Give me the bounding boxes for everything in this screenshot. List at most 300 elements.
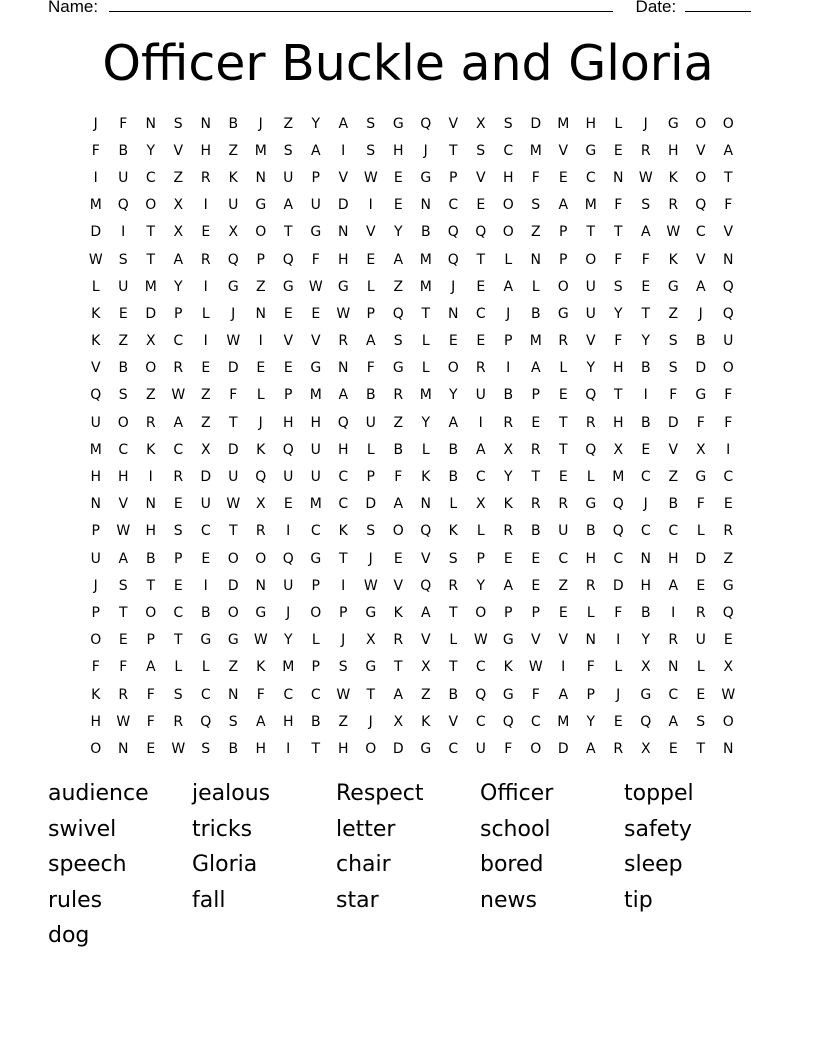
- grid-letter: M: [529, 142, 542, 159]
- grid-letter: W: [226, 496, 241, 513]
- grid-letter: Z: [255, 278, 266, 295]
- grid-letter: D: [557, 740, 569, 757]
- grid-letter: N: [255, 305, 266, 322]
- grid-letter: Z: [145, 387, 156, 404]
- grid-letter: R: [530, 496, 541, 513]
- grid-letter: A: [173, 414, 184, 431]
- grid-letter: A: [558, 686, 569, 703]
- grid-letter: C: [558, 550, 569, 567]
- grid-letter: R: [200, 169, 211, 186]
- grid-letter: Q: [612, 523, 624, 540]
- grid-letter: J: [258, 414, 263, 431]
- grid-letter: R: [530, 441, 541, 458]
- grid-letter: P: [586, 686, 595, 703]
- grid-letter: V: [695, 142, 706, 159]
- grid-letter: T: [283, 224, 293, 241]
- grid-letter: N: [255, 577, 266, 594]
- grid-letter: X: [613, 441, 624, 458]
- grid-letter: B: [145, 550, 156, 567]
- grid-letter: N: [145, 496, 156, 513]
- grid-letter: V: [173, 142, 184, 159]
- grid-letter: Q: [502, 713, 514, 730]
- grid-letter: E: [558, 469, 568, 486]
- grid-letter: U: [200, 496, 211, 513]
- grid-letter: E: [283, 360, 293, 377]
- grid-letter: J: [698, 305, 703, 322]
- grid-letter: U: [118, 278, 129, 295]
- word-bank-item: bored: [480, 852, 544, 877]
- grid-letter: S: [118, 577, 128, 594]
- grid-letter: H: [502, 169, 514, 186]
- word-bank-item: chair: [336, 852, 391, 877]
- grid-letter: I: [203, 577, 208, 594]
- grid-letter: K: [421, 469, 431, 486]
- grid-letter: Z: [283, 115, 294, 132]
- grid-letter: G: [310, 550, 322, 567]
- grid-letter: W: [88, 251, 103, 268]
- grid-letter: P: [449, 169, 458, 186]
- grid-letter: S: [173, 115, 183, 132]
- grid-letter: J: [643, 115, 648, 132]
- grid-letter: F: [229, 387, 238, 404]
- grid-letter: E: [448, 333, 458, 350]
- grid-letter: Z: [200, 387, 211, 404]
- grid-letter: H: [392, 142, 404, 159]
- grid-letter: Y: [173, 278, 183, 295]
- grid-letter: Z: [200, 414, 211, 431]
- grid-letter: O: [530, 740, 542, 757]
- grid-letter: R: [668, 632, 679, 649]
- grid-letter: P: [174, 305, 183, 322]
- grid-letter: Q: [255, 469, 267, 486]
- grid-letter: B: [448, 469, 459, 486]
- grid-letter: N: [448, 305, 459, 322]
- grid-letter: A: [393, 251, 404, 268]
- grid-letter: G: [502, 686, 514, 703]
- grid-letter: K: [228, 169, 238, 186]
- grid-row: [82, 518, 742, 545]
- grid-letter: G: [502, 632, 514, 649]
- grid-letter: A: [145, 659, 156, 676]
- grid-letter: H: [255, 740, 267, 757]
- grid-letter: U: [585, 305, 596, 322]
- grid-row: [82, 300, 742, 327]
- grid-letter: R: [503, 414, 514, 431]
- grid-letter: I: [671, 604, 676, 621]
- grid-letter: H: [200, 142, 212, 159]
- grid-letter: E: [146, 740, 156, 757]
- grid-letter: Z: [173, 169, 184, 186]
- grid-letter: E: [613, 142, 623, 159]
- grid-letter: Z: [668, 469, 679, 486]
- grid-letter: B: [640, 604, 651, 621]
- grid-letter: T: [723, 169, 733, 186]
- grid-letter: Z: [723, 550, 734, 567]
- grid-letter: X: [723, 659, 734, 676]
- grid-letter: H: [667, 142, 679, 159]
- grid-letter: O: [722, 360, 734, 377]
- grid-letter: P: [504, 333, 513, 350]
- grid-letter: X: [228, 224, 239, 241]
- grid-letter: H: [585, 550, 597, 567]
- grid-letter: N: [338, 224, 349, 241]
- grid-letter: T: [448, 142, 458, 159]
- grid-letter: G: [282, 278, 294, 295]
- grid-letter: Q: [722, 604, 734, 621]
- grid-letter: Q: [337, 414, 349, 431]
- grid-letter: T: [118, 604, 128, 621]
- grid-letter: V: [393, 577, 404, 594]
- grid-letter: K: [91, 305, 101, 322]
- grid-letter: D: [530, 115, 542, 132]
- grid-letter: I: [203, 278, 208, 295]
- grid-letter: U: [228, 197, 239, 214]
- grid-row: [82, 382, 742, 409]
- grid-letter: L: [476, 523, 485, 540]
- grid-letter: L: [531, 278, 540, 295]
- grid-letter: E: [531, 550, 541, 567]
- grid-letter: Y: [311, 115, 321, 132]
- grid-letter: R: [338, 333, 349, 350]
- word-bank-item: safety: [624, 816, 692, 842]
- grid-letter: Q: [475, 224, 487, 241]
- grid-letter: G: [695, 469, 707, 486]
- grid-letter: B: [530, 523, 541, 540]
- grid-letter: Q: [90, 387, 102, 404]
- grid-letter: J: [93, 577, 98, 594]
- grid-letter: O: [145, 604, 157, 621]
- grid-letter: L: [504, 251, 513, 268]
- grid-letter: L: [586, 604, 595, 621]
- grid-letter: P: [339, 604, 348, 621]
- grid-letter: C: [310, 523, 321, 540]
- grid-letter: J: [643, 496, 648, 513]
- grid-letter: W: [638, 169, 653, 186]
- grid-letter: A: [475, 441, 486, 458]
- grid-letter: R: [200, 251, 211, 268]
- grid-letter: V: [118, 496, 129, 513]
- date-line[interactable]: [685, 0, 751, 12]
- grid-letter: U: [723, 333, 734, 350]
- grid-letter: T: [448, 659, 458, 676]
- grid-letter: B: [228, 740, 239, 757]
- grid-letter: J: [423, 142, 428, 159]
- grid-letter: J: [258, 115, 263, 132]
- grid-letter: B: [503, 387, 514, 404]
- grid-letter: K: [503, 659, 513, 676]
- grid-letter: U: [228, 469, 239, 486]
- grid-letter: O: [447, 360, 459, 377]
- grid-letter: S: [448, 550, 458, 567]
- grid-letter: D: [612, 577, 624, 594]
- grid-letter: F: [256, 686, 265, 703]
- grid-row: [82, 164, 742, 191]
- grid-letter: D: [227, 577, 239, 594]
- grid-letter: G: [227, 632, 239, 649]
- grid-letter: X: [200, 441, 211, 458]
- grid-letter: C: [310, 686, 321, 703]
- grid-letter: T: [558, 441, 568, 458]
- grid-row: [82, 463, 742, 490]
- grid-letter: E: [393, 197, 403, 214]
- grid-row: [82, 654, 742, 681]
- grid-letter: X: [640, 659, 651, 676]
- grid-letter: O: [695, 115, 707, 132]
- grid-letter: E: [256, 360, 266, 377]
- grid-letter: G: [585, 496, 597, 513]
- grid-letter: O: [145, 360, 157, 377]
- grid-letter: Q: [722, 278, 734, 295]
- word-bank-item: toppel: [624, 781, 694, 806]
- grid-letter: Z: [420, 686, 431, 703]
- grid-letter: B: [365, 387, 376, 404]
- grid-letter: E: [393, 550, 403, 567]
- grid-letter: X: [173, 224, 184, 241]
- grid-letter: D: [365, 496, 377, 513]
- grid-letter: E: [531, 577, 541, 594]
- name-label: Name:: [48, 0, 99, 16]
- grid-letter: P: [311, 169, 320, 186]
- grid-letter: X: [695, 441, 706, 458]
- grid-letter: B: [393, 441, 404, 458]
- grid-letter: F: [531, 686, 540, 703]
- grid-letter: F: [311, 251, 320, 268]
- grid-letter: P: [531, 604, 540, 621]
- grid-letter: F: [146, 686, 155, 703]
- grid-letter: W: [116, 523, 131, 540]
- grid-letter: S: [668, 360, 678, 377]
- grid-letter: L: [586, 469, 595, 486]
- grid-letter: U: [310, 441, 321, 458]
- grid-letter: A: [448, 414, 459, 431]
- grid-letter: S: [173, 686, 183, 703]
- grid-letter: E: [558, 169, 568, 186]
- grid-letter: N: [90, 496, 101, 513]
- grid-letter: C: [173, 333, 184, 350]
- grid-letter: V: [310, 333, 321, 350]
- grid-letter: Z: [228, 142, 239, 159]
- grid-letter: I: [148, 469, 153, 486]
- grid-letter: X: [475, 115, 486, 132]
- grid-letter: K: [338, 523, 348, 540]
- grid-letter: Q: [585, 387, 597, 404]
- grid-letter: N: [228, 686, 239, 703]
- grid-letter: W: [363, 577, 378, 594]
- grid-letter: Y: [641, 632, 651, 649]
- grid-letter: J: [231, 305, 236, 322]
- grid-row: [82, 246, 742, 273]
- grid-letter: C: [200, 686, 211, 703]
- grid-letter: R: [393, 387, 404, 404]
- grid-letter: S: [476, 142, 486, 159]
- grid-letter: N: [145, 115, 156, 132]
- grid-letter: D: [90, 224, 102, 241]
- grid-letter: Q: [392, 305, 404, 322]
- grid-letter: I: [478, 414, 483, 431]
- grid-letter: G: [420, 169, 432, 186]
- grid-letter: Q: [282, 441, 294, 458]
- grid-letter: L: [696, 659, 705, 676]
- name-line[interactable]: [109, 0, 613, 12]
- grid-letter: Z: [118, 333, 129, 350]
- grid-letter: R: [145, 414, 156, 431]
- grid-letter: I: [286, 523, 291, 540]
- grid-letter: M: [254, 142, 267, 159]
- grid-row: [82, 735, 742, 762]
- grid-letter: G: [365, 659, 377, 676]
- grid-letter: B: [448, 441, 459, 458]
- grid-letter: V: [90, 360, 101, 377]
- grid-letter: A: [558, 197, 569, 214]
- grid-letter: Y: [476, 577, 486, 594]
- grid-letter: I: [643, 387, 648, 404]
- grid-letter: N: [338, 360, 349, 377]
- grid-letter: F: [586, 659, 595, 676]
- grid-letter: H: [337, 251, 349, 268]
- grid-letter: E: [311, 305, 321, 322]
- grid-letter: U: [90, 414, 101, 431]
- grid-letter: H: [282, 713, 294, 730]
- grid-letter: V: [448, 713, 459, 730]
- grid-letter: Q: [420, 577, 432, 594]
- grid-letter: O: [722, 115, 734, 132]
- grid-letter: O: [227, 604, 239, 621]
- grid-letter: H: [612, 414, 624, 431]
- grid-letter: A: [530, 360, 541, 377]
- grid-letter: V: [695, 251, 706, 268]
- grid-letter: H: [90, 713, 102, 730]
- grid-letter: J: [506, 305, 511, 322]
- grid-letter: R: [393, 632, 404, 649]
- grid-letter: K: [421, 713, 431, 730]
- grid-row: [82, 137, 742, 164]
- grid-letter: V: [668, 441, 679, 458]
- grid-letter: H: [667, 550, 679, 567]
- grid-letter: Q: [585, 441, 597, 458]
- grid-row: [82, 409, 742, 436]
- grid-letter: T: [613, 224, 623, 241]
- grid-letter: I: [203, 333, 208, 350]
- grid-letter: O: [310, 604, 322, 621]
- grid-letter: E: [558, 604, 568, 621]
- grid-letter: C: [475, 659, 486, 676]
- grid-letter: E: [668, 740, 678, 757]
- grid-letter: L: [449, 496, 458, 513]
- grid-letter: P: [174, 550, 183, 567]
- grid-letter: E: [118, 632, 128, 649]
- grid-letter: S: [668, 333, 678, 350]
- grid-letter: Z: [393, 278, 404, 295]
- grid-letter: L: [696, 523, 705, 540]
- grid-letter: K: [668, 169, 678, 186]
- grid-letter: I: [368, 197, 373, 214]
- grid-letter: I: [258, 333, 263, 350]
- grid-letter: Q: [640, 713, 652, 730]
- grid-letter: A: [255, 713, 266, 730]
- grid-letter: N: [668, 659, 679, 676]
- grid-letter: J: [93, 115, 98, 132]
- grid-letter: F: [531, 169, 540, 186]
- grid-letter: W: [171, 387, 186, 404]
- grid-letter: E: [723, 632, 733, 649]
- grid-letter: B: [640, 414, 651, 431]
- grid-letter: O: [117, 414, 129, 431]
- grid-letter: F: [614, 604, 623, 621]
- page-title: Officer Buckle and Gloria: [102, 35, 714, 92]
- grid-letter: G: [255, 604, 267, 621]
- grid-letter: E: [613, 713, 623, 730]
- grid-letter: D: [337, 197, 349, 214]
- grid-letter: V: [365, 224, 376, 241]
- grid-letter: N: [420, 496, 431, 513]
- grid-letter: E: [503, 550, 513, 567]
- grid-letter: U: [283, 169, 294, 186]
- grid-letter: C: [118, 441, 129, 458]
- grid-letter: K: [503, 496, 513, 513]
- word-bank-item: audience: [48, 781, 149, 806]
- grid-letter: Q: [420, 115, 432, 132]
- grid-letter: I: [506, 360, 511, 377]
- grid-letter: X: [393, 713, 404, 730]
- grid-letter: S: [201, 740, 211, 757]
- grid-letter: C: [475, 305, 486, 322]
- grid-letter: L: [421, 333, 430, 350]
- grid-letter: K: [668, 251, 678, 268]
- grid-letter: Q: [282, 550, 294, 567]
- grid-letter: D: [227, 360, 239, 377]
- grid-letter: O: [255, 224, 267, 241]
- grid-letter: D: [695, 550, 707, 567]
- grid-letter: Z: [393, 414, 404, 431]
- grid-letter: I: [121, 224, 126, 241]
- grid-letter: L: [559, 360, 568, 377]
- grid-letter: V: [558, 632, 569, 649]
- grid-row: [82, 219, 742, 246]
- grid-letter: B: [420, 224, 431, 241]
- grid-letter: P: [284, 387, 293, 404]
- grid-letter: R: [640, 142, 651, 159]
- grid-letter: X: [255, 496, 266, 513]
- grid-letter: W: [473, 632, 488, 649]
- grid-letter: E: [283, 496, 293, 513]
- grid-letter: R: [613, 740, 624, 757]
- grid-letter: F: [91, 142, 100, 159]
- grid-letter: B: [200, 604, 211, 621]
- grid-letter: L: [366, 278, 375, 295]
- grid-letter: E: [641, 441, 651, 458]
- grid-letter: H: [310, 414, 322, 431]
- grid-letter: A: [365, 333, 376, 350]
- grid-row: [82, 192, 742, 219]
- grid-letter: H: [145, 523, 157, 540]
- grid-letter: V: [530, 632, 541, 649]
- grid-letter: M: [612, 469, 625, 486]
- grid-row: [82, 328, 742, 355]
- grid-letter: P: [91, 523, 100, 540]
- grid-letter: X: [365, 632, 376, 649]
- grid-letter: B: [448, 686, 459, 703]
- grid-letter: Q: [722, 305, 734, 322]
- grid-letter: Q: [475, 686, 487, 703]
- grid-letter: U: [475, 740, 486, 757]
- grid-letter: Q: [695, 197, 707, 214]
- grid-row: [82, 599, 742, 626]
- grid-letter: G: [640, 686, 652, 703]
- grid-letter: F: [394, 469, 403, 486]
- grid-letter: O: [145, 197, 157, 214]
- grid-letter: V: [558, 142, 569, 159]
- grid-letter: A: [503, 278, 514, 295]
